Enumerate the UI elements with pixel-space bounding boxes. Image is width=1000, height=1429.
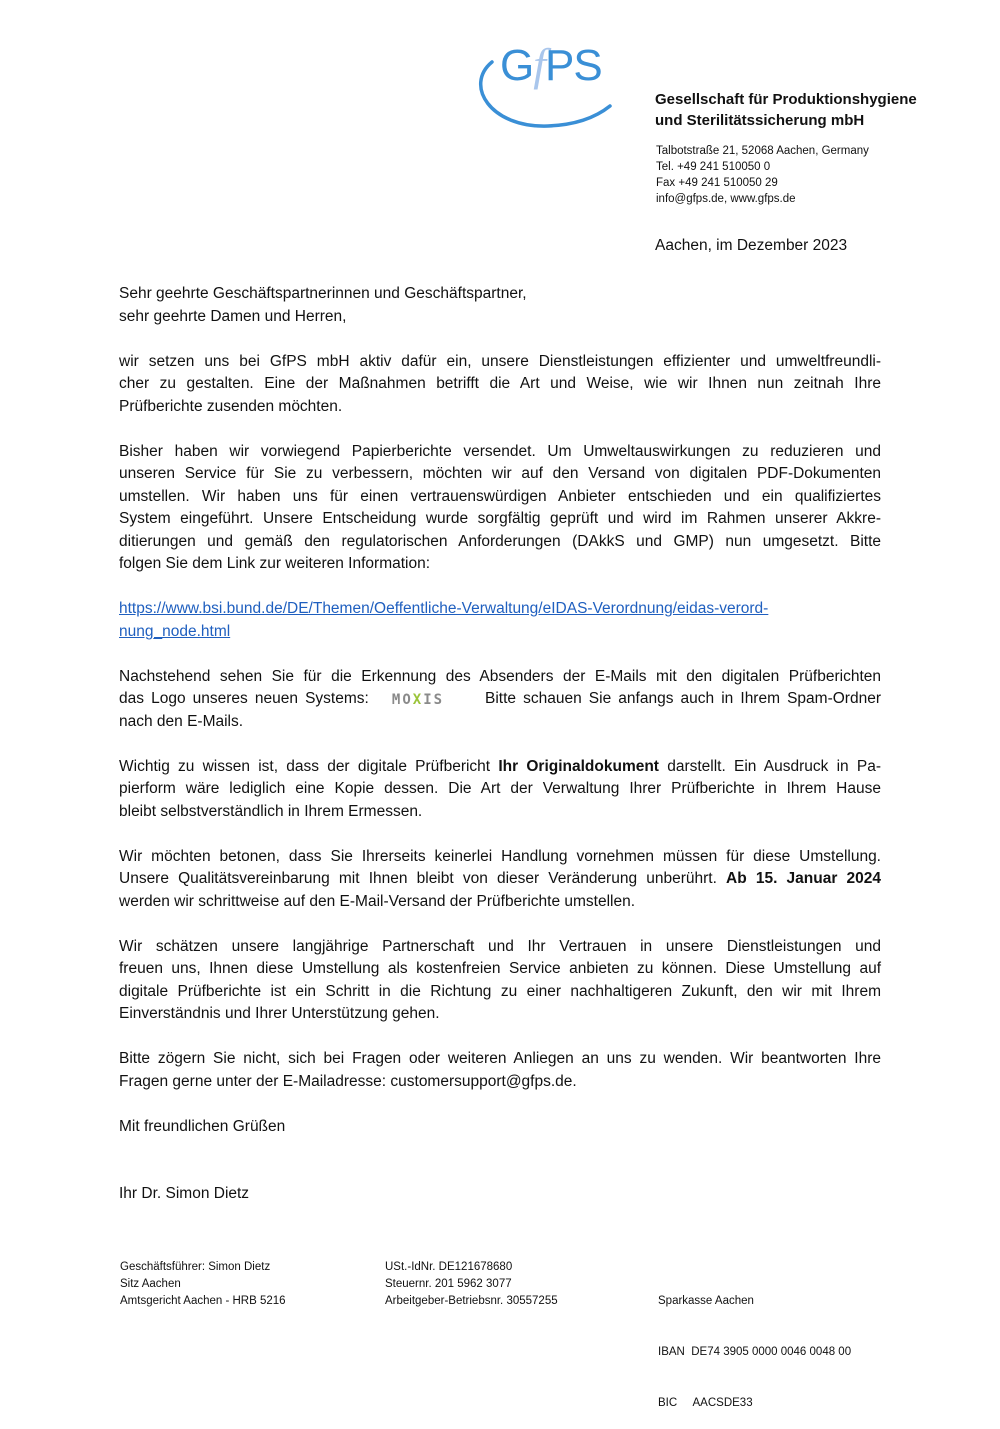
bsi-info-link[interactable]: https://www.bsi.bund.de/DE/Themen/Oeffentliche-Verwaltung/eIDAS-Verordnung/eidas-verord- [119,600,769,617]
text-line: umstellen. Wir haben uns für einen vertrauenswürdigen Anbieter entschieden und ein qualifiziertes [119,487,881,505]
signature [119,1183,881,1206]
text-fragment: das Logo unseres neuen Systems: [119,690,369,707]
logo-fragment: IS [423,692,445,708]
text-fragment: Bitte schauen Sie anfangs auch in Ihrem Spam-Ordner [485,690,881,707]
text-line: ditierungen und gemäß den regulatorischen Anforderungen (DAkkS und GMP) nun umgesetzt. Bitte [119,532,881,550]
text-line [119,868,881,891]
footer-line: Geschäftsführer: Simon Dietz [120,1261,271,1273]
paragraph-contact [119,1048,881,1093]
company-name [655,89,917,131]
company-name-line: und Sterilitätssicherung mbH [655,112,865,129]
text-line [119,756,881,779]
moxis-logo-icon [392,693,462,707]
logo-wordmark [500,39,602,90]
logo-fragment: X [412,692,424,708]
salutation-line: Sehr geehrte Geschäftspartnerinnen und Geschäftspartner, [119,285,527,302]
signature-line: Ihr Dr. Simon Dietz [119,1185,250,1202]
paragraph-background [119,441,881,576]
text-line: pierform wäre lediglich eine Kopie dessen. Die Art der Verwaltung Ihrer Prüfberichte in Ihrem Hause [119,780,881,797]
text-line: Wir schätzen unsere langjährige Partnerschaft und Ihr Vertrauen in unsere Dienstleistungen und [119,937,881,955]
paragraph-no-action [119,846,881,914]
text-line-with-logo [119,688,881,711]
gfps-logo [470,40,620,135]
text-line: cher zu gestalten. Eine der Maßnahmen betrifft die Art und Weise, wie wir Ihnen nun zeitnah Ihre [119,375,881,392]
letter-date: Aachen, im Dezember 2023 [655,237,848,254]
text-line: unseren Service für Sie zu verbessern, möchten wir auf den Versand von digitalen PDF-Dokumenten [119,465,881,482]
paragraph-original-document [119,756,881,824]
logo-letter-g: G [500,41,534,90]
paragraph-partnership [119,936,881,1026]
emphasis-start-date: Ab 15. Januar 2024 [726,870,881,887]
text-fragment: darstellt. Ein Ausdruck in Pa- [667,757,881,775]
paragraph-sender-logo [119,666,881,734]
address-street: Talbotstraße 21, 52068 Aachen, Germany [656,145,869,157]
footer-line: IBAN DE74 3905 0000 0046 0048 00 [658,1346,852,1358]
address-fax: Fax +49 241 510050 29 [656,177,778,189]
closing [119,1116,881,1139]
emphasis-original-document: Ihr Originaldokument [498,757,659,775]
text-line: freuen uns, Ihnen diese Umstellung als kostenfreien Service anbieten zu können. Diese Umstellung auf [119,960,881,977]
bsi-info-link-continued[interactable]: nung_node.html [119,622,231,640]
company-name-line: Gesellschaft für Produktionshygiene [655,91,917,108]
text-line: Bisher haben wir vorwiegend Papierberichte versendet. Um Umweltauswirkungen zu reduzieren und [119,442,881,460]
footer-line: Amtsgericht Aachen - HRB 5216 [120,1295,286,1307]
info-link-block [119,598,881,643]
footer-line: Arbeitgeber-Betriebsnr. 30557255 [385,1295,558,1307]
footer-line: Sitz Aachen [120,1278,181,1290]
text-line: bleibt selbstverständlich in Ihrem Ermessen. [119,802,423,820]
text-fragment: Unsere Qualitätsvereinbarung mit Ihnen bleibt von dieser Veränderung unberührt. [119,870,717,887]
letter-body [119,283,881,1206]
text-line: wir setzen uns bei GfPS mbH aktiv dafür ein, unsere Dienstleistungen effizienter und umweltfreundli- [119,352,881,370]
footer-tax [385,1259,558,1310]
footer-line: Sparkasse Aachen [658,1295,754,1307]
footer-bank [658,1259,851,1429]
salutation [119,283,881,328]
logo-letter-f: f [533,39,546,90]
text-line: folgen Sie dem Link zur weiteren Information: [119,555,431,572]
text-line: Einverständnis und Ihrer Unterstützung gehen. [119,1005,440,1022]
text-line: digitale Prüfberichte ist ein Schritt in die Richtung zu einer nachhaltigeren Zukunft, den wir mit Ihrem [119,982,881,1000]
text-line: werden wir schrittweise auf den E-Mail-Versand der Prüfberichte umstellen. [119,892,636,910]
company-address [656,143,869,207]
logo-letters-ps: PS [545,41,602,90]
footer-management [120,1259,286,1310]
paragraph-intro [119,351,881,419]
text-line: nach den E-Mails. [119,712,244,730]
text-line: Fragen gerne unter der E-Mailadresse: customersupport@gfps.de. [119,1072,577,1090]
logo-fragment: MO [391,692,413,708]
closing-line: Mit freundlichen Grüßen [119,1117,286,1135]
text-line: Prüfberichte zusenden möchten. [119,397,343,415]
text-line: Nachstehend sehen Sie für die Erkennung des Absenders der E-Mails mit den digitalen Prüfberichten [119,667,881,685]
text-line: Bitte zögern Sie nicht, sich bei Fragen oder weiteren Anliegen an uns zu wenden. Wir beantworten Ihre [119,1050,881,1067]
footer-line: BIC AACSDE33 [658,1397,753,1409]
text-fragment: Wichtig zu wissen ist, dass der digitale Prüfbericht [119,757,491,775]
address-email-web: info@gfps.de, www.gfps.de [656,193,796,205]
salutation-line: sehr geehrte Damen und Herren, [119,307,347,325]
footer-line: Steuernr. 201 5962 3077 [385,1278,512,1290]
address-phone: Tel. +49 241 510050 0 [656,161,771,173]
footer-line: USt.-IdNr. DE121678680 [385,1261,513,1273]
text-line: System eingeführt. Unsere Entscheidung wurde sorgfältig geprüft und wird im Rahmen unserer Akkre- [119,510,881,527]
text-line: Wir möchten betonen, dass Sie Ihrerseits keinerlei Handlung vornehmen müssen für diese Umstellung. [119,847,881,865]
